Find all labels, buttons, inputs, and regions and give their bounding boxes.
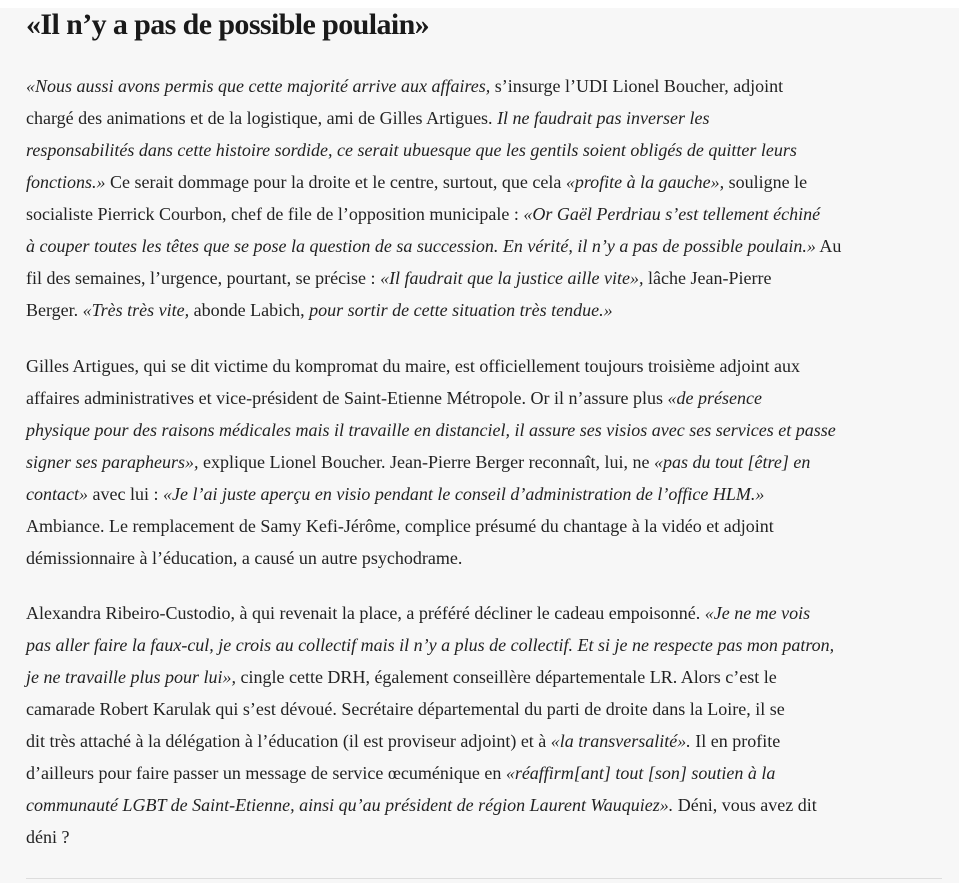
quote-text: communauté LGBT de Saint-Etienne, ainsi qu’au président de région Laurent Wauquiez».: [26, 795, 674, 815]
quote-text: signer ses parapheurs»,: [26, 452, 199, 472]
body-text: s’insurge l’UDI Lionel Boucher, adjoint: [490, 76, 784, 96]
quote-text: pour sortir de cette situation très tendue.»: [309, 300, 613, 320]
body-text: socialiste Pierrick Courbon, chef de file de l’opposition municipale :: [26, 204, 524, 224]
text-line: [26, 597, 946, 629]
text-line: [26, 693, 946, 725]
text-line: [26, 446, 946, 478]
quote-text: «pas du tout [être] en: [654, 452, 811, 472]
quote-text: «Très très vite,: [82, 300, 190, 320]
text-line: [26, 629, 946, 661]
body-text: démissionnaire à l’éducation, a causé un autre psychodrame.: [26, 548, 463, 568]
quote-text: «Je ne me vois: [704, 603, 811, 623]
body-text: d’ailleurs pour faire passer un message de service œcuménique en: [26, 763, 506, 783]
text-line: [26, 382, 946, 414]
body-text: abonde Labich,: [189, 300, 310, 320]
quote-text: «réaffirm[ant] tout [son] soutien à la: [505, 763, 776, 783]
text-line: [26, 789, 946, 821]
body-text: chargé des animations et de la logistique, ami de Gilles Artigues.: [26, 108, 498, 128]
quote-text: pas aller faire la faux-cul, je crois au collectif mais il n’y a plus de collectif. Et si je ne respecte pas mon patron,: [26, 635, 835, 655]
body-text: souligne le: [724, 172, 808, 192]
text-line: [26, 198, 946, 230]
text-line: [26, 478, 946, 510]
text-line: [26, 725, 946, 757]
text-line: [26, 262, 946, 294]
quote-text: Il ne faudrait pas inverser les: [497, 108, 710, 128]
quote-text: contact»: [26, 484, 88, 504]
quote-text: «profite à la gauche»,: [565, 172, 725, 192]
text-line: [26, 134, 946, 166]
body-text: Déni, vous avez dit: [673, 795, 817, 815]
article-paragraph: [26, 597, 946, 853]
quote-text: je ne travaille plus pour lui»,: [26, 667, 236, 687]
text-line: [26, 414, 946, 446]
quote-text: «Je l’ai juste aperçu en visio pendant le conseil d’administration de l’office HLM.»: [162, 484, 765, 504]
body-text: dit très attaché à la délégation à l’éducation (il est proviseur adjoint) et à: [26, 731, 551, 751]
text-line: [26, 821, 946, 853]
article-paragraph: [26, 350, 946, 574]
body-text: Ambiance. Le remplacement de Samy Kefi-Jérôme, complice présumé du chantage à la vidéo et adjoint: [26, 516, 774, 536]
text-line: [26, 350, 946, 382]
divider: [26, 878, 942, 879]
body-text: affaires administratives et vice-président de Saint-Etienne Métropole. Or il n’assure plus: [26, 388, 668, 408]
quote-text: «Nous aussi avons permis que cette majorité arrive aux affaires,: [26, 76, 491, 96]
quote-text: «Il faudrait que la justice aille vite»,: [380, 268, 644, 288]
body-text: Au: [815, 236, 842, 256]
quote-text: «Or Gaël Perdriau s’est tellement échiné: [523, 204, 821, 224]
article-paragraph: [26, 70, 946, 326]
body-text: cingle cette DRH, également conseillère départementale LR. Alors c’est le: [235, 667, 777, 687]
body-text: fil des semaines, l’urgence, pourtant, se précise :: [26, 268, 381, 288]
text-line: [26, 757, 946, 789]
quote-text: «de présence: [667, 388, 762, 408]
quote-text: fonctions.»: [26, 172, 106, 192]
quote-text: à couper toutes les têtes que se pose la question de sa succession. En vérité, il n’y a pas de possible poulain.»: [26, 236, 816, 256]
section-heading: «Il n’y a pas de possible poulain»: [26, 8, 430, 41]
body-text: explique Lionel Boucher. Jean-Pierre Berger reconnaît, lui, ne: [198, 452, 655, 472]
text-line: [26, 542, 946, 574]
text-line: [26, 294, 946, 326]
body-text: Ce serait dommage pour la droite et le centre, surtout, que cela: [105, 172, 566, 192]
text-line: [26, 510, 946, 542]
body-text: Il en profite: [690, 731, 781, 751]
quote-text: physique pour des raisons médicales mais il travaille en distanciel, il assure ses visios avec ses services et passe: [26, 420, 836, 440]
body-text: déni ?: [26, 827, 70, 847]
body-text: Gilles Artigues, qui se dit victime du kompromat du maire, est officiellement toujours troisième adjoint aux: [26, 356, 801, 376]
text-line: [26, 166, 946, 198]
body-text: Alexandra Ribeiro-Custodio, à qui revenait la place, a préféré décliner le cadeau empoisonné.: [26, 603, 705, 623]
body-text: Berger.: [26, 300, 83, 320]
quote-text: «la transversalité».: [550, 731, 691, 751]
body-text: camarade Robert Karulak qui s’est dévoué. Secrétaire départemental du parti de droite dans la Loire, il se: [26, 699, 785, 719]
text-line: [26, 661, 946, 693]
body-text: avec lui :: [87, 484, 163, 504]
body-text: lâche Jean-Pierre: [643, 268, 772, 288]
text-line: [26, 70, 946, 102]
quote-text: responsabilités dans cette histoire sordide, ce serait ubuesque que les gentils soient obligés de quitter leurs: [26, 140, 797, 160]
text-line: [26, 230, 946, 262]
text-line: [26, 102, 946, 134]
article-page: [0, 8, 959, 883]
